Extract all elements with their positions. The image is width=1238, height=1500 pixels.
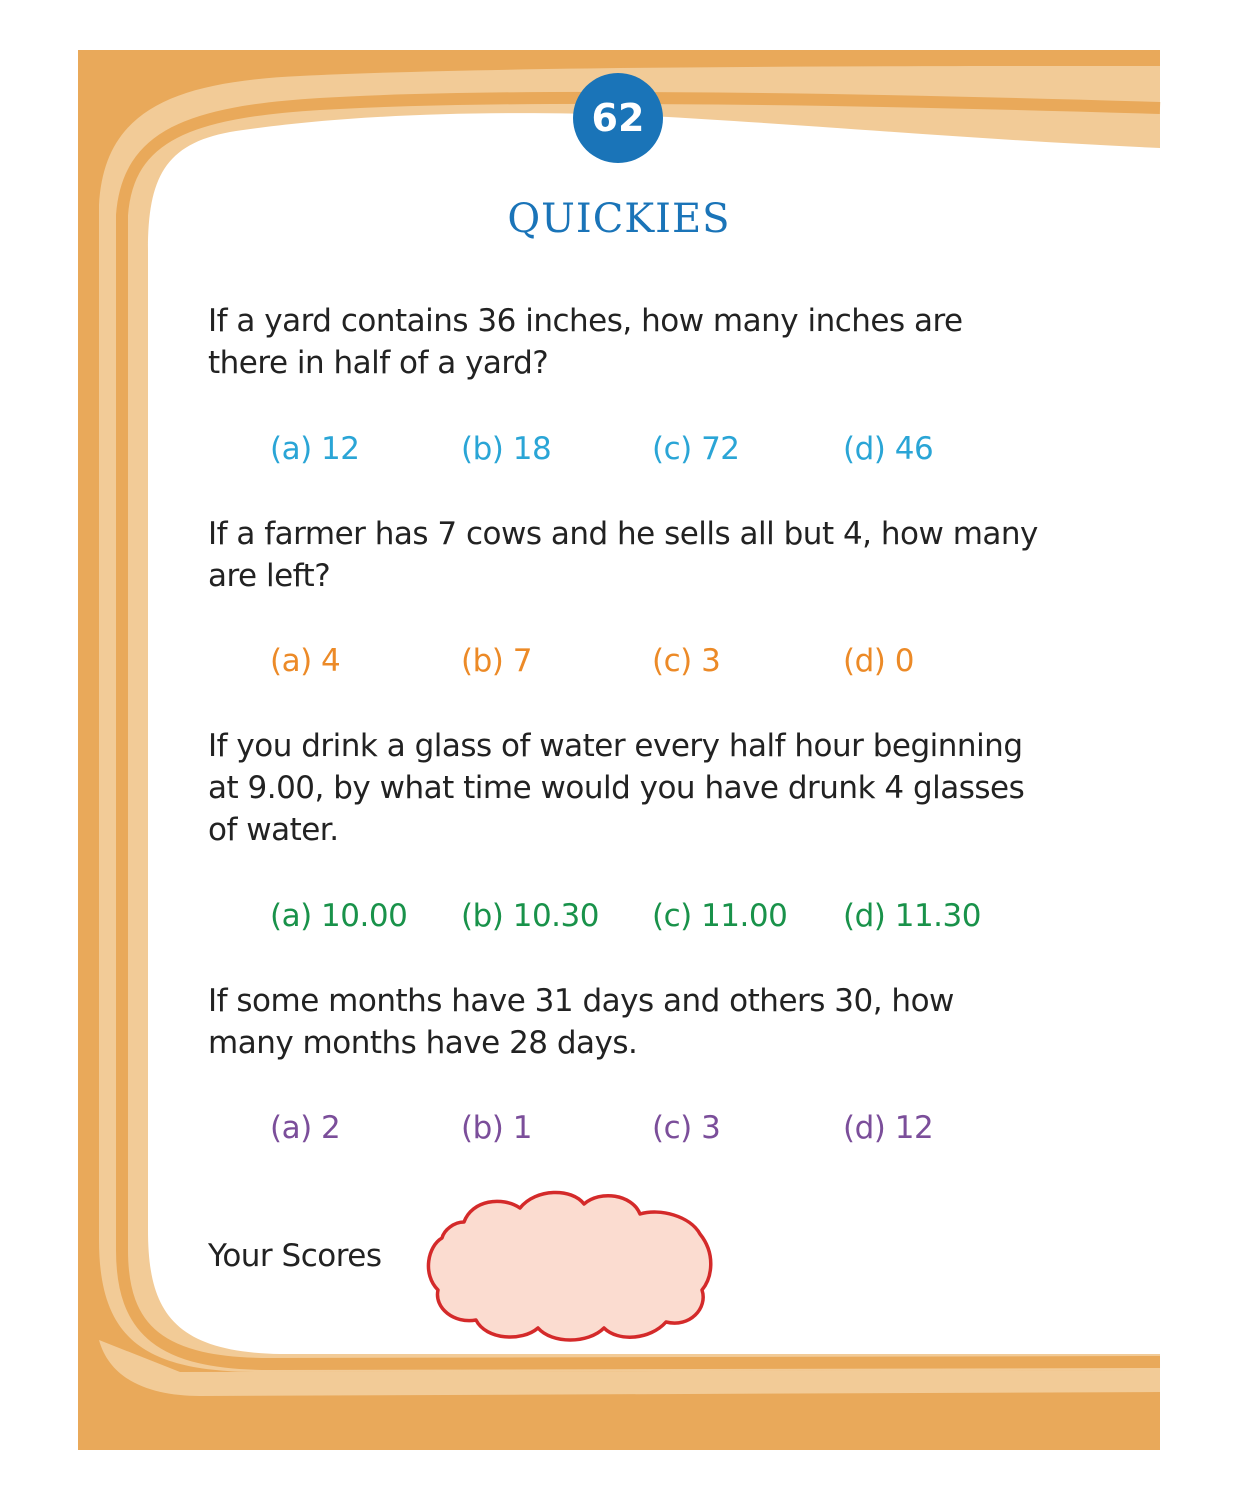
question-1-options xyxy=(270,428,1070,470)
question-3-option-a[interactable]: (a) 10.00 xyxy=(270,898,408,934)
question-1-text: If a yard contains 36 inches, how many inches are there in half of a yard? xyxy=(208,303,963,381)
question-2-option-a[interactable]: (a) 4 xyxy=(270,643,341,679)
question-2-options xyxy=(270,640,1070,682)
question-4-text: If some months have 31 days and others 30, how many months have 28 days. xyxy=(208,983,954,1061)
question-3-option-d[interactable]: (d) 11.30 xyxy=(843,898,981,934)
question-3-option-c[interactable]: (c) 11.00 xyxy=(652,898,788,934)
question-4-option-d[interactable]: (d) 12 xyxy=(843,1110,934,1146)
question-4-option-c[interactable]: (c) 3 xyxy=(652,1110,721,1146)
score-cloud-shape xyxy=(428,1192,710,1340)
question-3-text: If you drink a glass of water every half hour beginning at 9.00, by what time would you have drunk 4 glasses of water. xyxy=(208,728,1025,848)
question-2-option-c[interactable]: (c) 3 xyxy=(652,643,721,679)
question-2-option-b[interactable]: (b) 7 xyxy=(461,643,532,679)
page-title: QUICKIES xyxy=(507,196,731,242)
page-number: 62 xyxy=(591,96,645,140)
question-3-option-b[interactable]: (b) 10.30 xyxy=(461,898,599,934)
question-4-option-a[interactable]: (a) 2 xyxy=(270,1110,341,1146)
question-1-option-c[interactable]: (c) 72 xyxy=(652,431,740,467)
question-3-options xyxy=(270,895,1070,937)
question-4-options xyxy=(270,1107,1070,1149)
question-1-option-a[interactable]: (a) 12 xyxy=(270,431,360,467)
page-number-badge xyxy=(573,73,663,163)
question-1-option-d[interactable]: (d) 46 xyxy=(843,431,934,467)
score-box[interactable] xyxy=(424,1182,714,1344)
question-2-text: If a farmer has 7 cows and he sells all but 4, how many are left? xyxy=(208,516,1038,594)
your-scores-label: Your Scores xyxy=(208,1238,382,1274)
question-1-option-b[interactable]: (b) 18 xyxy=(461,431,552,467)
question-2-option-d[interactable]: (d) 0 xyxy=(843,643,914,679)
question-4-option-b[interactable]: (b) 1 xyxy=(461,1110,532,1146)
